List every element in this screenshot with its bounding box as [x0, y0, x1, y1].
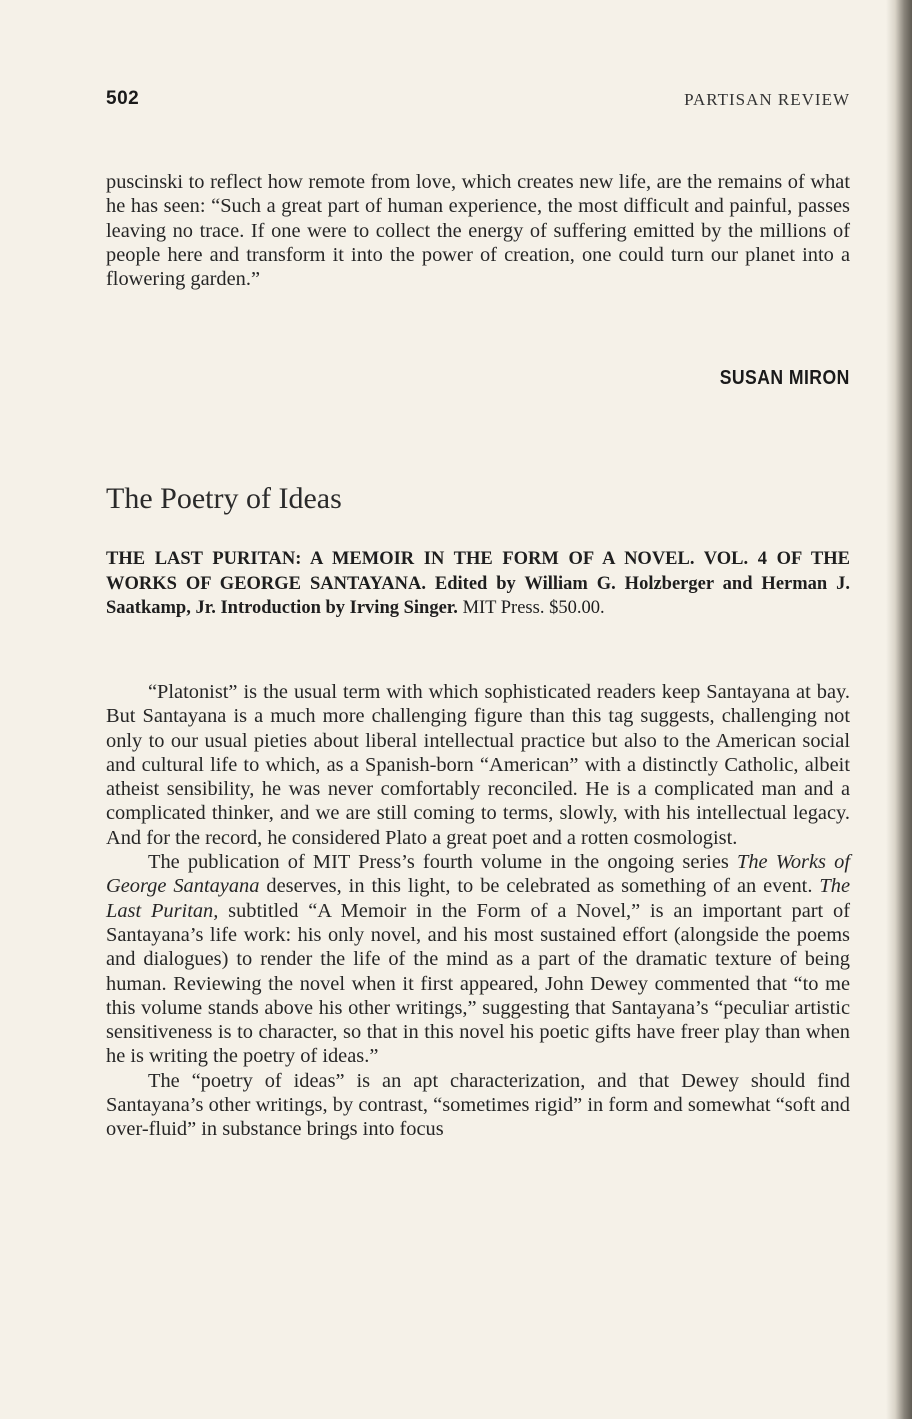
publisher-price: MIT Press. $50.00. — [462, 598, 605, 618]
review-body — [106, 680, 850, 1142]
novel-title: The Last Puritan, — [106, 875, 850, 922]
paragraph-2-part-b: deserves, in this light, to be celebrated as something of an event. — [259, 875, 820, 898]
paragraph-3: The “poetry of ideas” is an apt characterization, and that Dewey should find Santayana’s other writings, by contrast, “sometimes rigid” in form and somewhat “soft and over-fluid” in substance brings into focus — [106, 1069, 850, 1141]
page-number: 502 — [106, 88, 140, 109]
paragraph-2 — [106, 850, 850, 1069]
previous-review-ending — [106, 170, 850, 291]
review-title: The Poetry of Ideas — [106, 482, 342, 515]
paragraph-1: “Platonist” is the usual term with which sophisticated readers keep Santayana at bay. But Santayana is a much more challenging figure than this tag suggests, challenging not only to our usual pieties about liberal intellectual practice but also to the American social and cultural life to which, as a Spanish-born “American” with a distinctly Catholic, albeit atheist sensibility, he was never comfortably reconciled. He is a complicated man and a complicated thinker, and we are still coming to terms, slowly, with his intellectual legacy. And for the record, he considered Plato a great poet and a rotten cosmologist. — [106, 681, 850, 849]
paragraph-2-part-a: The publication of MIT Press’s fourth volume in the ongoing series — [148, 851, 737, 874]
page-edge-shadow — [886, 0, 912, 1419]
book-citation — [106, 547, 850, 621]
book-title-editors: THE LAST PURITAN: A MEMOIR IN THE FORM OF A NOVEL. VOL. 4 OF THE WORKS OF GEORGE SANTAYANA. Edited by William G. Holzberger and Herman J. Saatkamp, Jr. Introduction by Irving Singer. — [106, 549, 850, 618]
reviewer-signature: SUSAN MIRON — [719, 367, 850, 389]
closing-paragraph: puscinski to reflect how remote from love, which creates new life, are the remains of what he has seen: “Such a great part of human experience, the most difficult and painful, passes leaving no trace. If one were to collect the energy of suffering emitted by the millions of people here and transform it into the power of creation, one could turn our planet into a flowering garden.” — [106, 171, 850, 291]
series-title: The Works of George Santayana — [106, 851, 850, 898]
paragraph-2-part-c: subtitled “A Memoir in the Form of a Novel,” is an important part of Santayana’s life work: his only novel, and his most sustained effort (alongside the poems and dialogues) to render the life of the mind as a part of the dramatic texture of being human. Reviewing the novel when it first appeared, John Dewey commented that “to me this volume stands above his other writings,” suggesting that Santayana’s “peculiar artistic sensitiveness is to character, so that in this novel his poetic gifts have freer play than when he is writing the poetry of ideas.” — [106, 899, 851, 1068]
running-head — [106, 88, 850, 116]
journal-name: PARTISAN REVIEW — [684, 90, 850, 109]
